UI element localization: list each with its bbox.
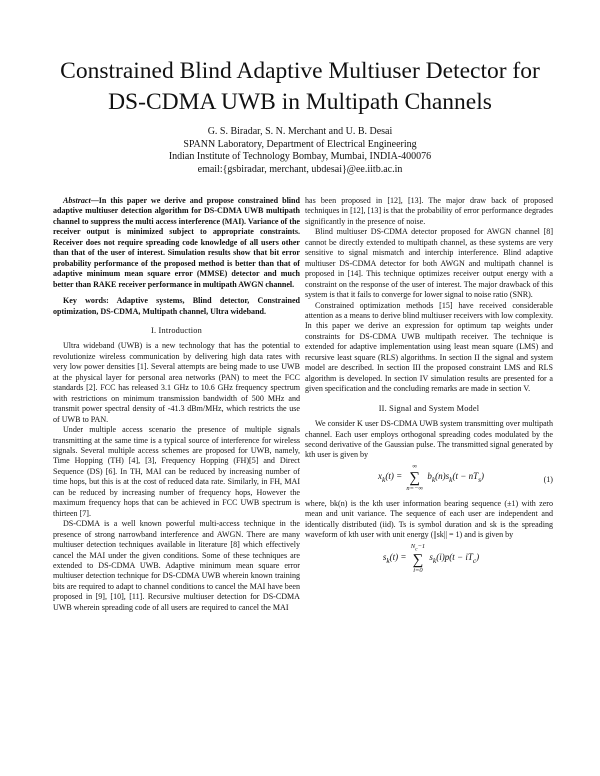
- section-heading-signal-model: II. Signal and System Model: [378, 403, 480, 413]
- keywords: Key words: Adaptive systems, Blind detector, Constrained optimization, DS-CDMA, Multipath channel, Ultra wideband.: [53, 296, 300, 316]
- intro-paragraph: Constrained optimization methods [15] have received considerable attention as a means to derive blind multiuser receivers with low complexity. In this paper we derive an expression for optimum tap weights under constraints for DS-CDMA UWB multipath receiver. The technique is extended for adaptive implementation using least mean square (LMS) and recursive least square (RLS) algorithms. In section II the signal and system model are described. In section III the proposed constraint LMS and RLS algorithm is developed. In section IV simulation results are presented for a given specification and the concluding remarks are made in section V.: [305, 300, 553, 394]
- equation-1-body: $x_k(t)$ = ∞ ∑ n=−∞ $b_k(n)s_k(t - nT_s)$: [377, 462, 484, 492]
- section-heading-introduction: I. Introduction: [151, 325, 202, 335]
- section2-paragraph: We consider K user DS-CDMA UWB system transmitting over multipath channel. Each user employs orthogonal spreading codes modulated by the second derivative of the Gaussian pulse. The transmitted signal generated by kth user is given by: [305, 419, 553, 460]
- author-lab: SPANN Laboratory, Department of Electrical Engineering: [183, 138, 417, 150]
- abstract-text: —In this paper we derive and propose constrained blind adaptive multiuser detection algorithm for DS-CDMA UWB multipath channel to suppress the multi access interference (MAI). Variance of the receiver output is minimized subject to appropriate constraints. Receiver does not require spreading code knowledge of all users other than that of the user of interest. Simulation results show that bit error probability performance of the proposed method is better than that of adaptive minimum mean square error (MMSE) detector and much better than RAKE receiver performance in multipath AWGN channel.: [53, 196, 300, 289]
- summation-symbol: ∞ ∑ n=−∞: [406, 462, 424, 492]
- equation-1-number: (1): [543, 474, 553, 484]
- intro-paragraph: Ultra wideband (UWB) is a new technology that has the potential to revolutionize wireless communication by delivering high data rates with very low power densities [1]. Several attempts are being made to use UWB at the physical layer for personal area networks (PAN) to meet the FCC standards [2]. FCC has released 3.1 GHz to 10.6 GHz frequency spectrum with restrictions on minimum transmission bandwidth of 500 MHz and transmit power spectral density of -41.3 dBm/MHz, which restricts the use of UWB to PAN.: [53, 341, 300, 424]
- intro-paragraph: Under multiple access scenario the presence of multiple signals transmitting at the same time is a typical source of interference for wireless signals. Several multiple access schemes are proposed for UWB, namely, Time Hopping (TH) [4], [3], Frequency Hopping (FH)[5] and Direct Sequence (DS) [6]. In TH, MAI can be reduced by increasing number of time hops, but this is at the cost of reduced data rate. Similarly, in FH, MAI can be reduced by increasing number of frequency hops, However the maximum frequency hops that can be achieved in FCC UWB spectrum is thirteen [7].: [53, 425, 300, 518]
- author-institute: Indian Institute of Technology Bombay, Mumbai, INDIA-400076: [168, 151, 432, 163]
- author-block: [60, 126, 540, 176]
- section2-paragraph: where, bk(n) is the kth user information bearing sequence (±1) with zero mean and unit variance. The sequence of each user are independent and identically distributed (iid). Ts is symbol duration and sk is the spreading waveform of kth user with unit energy (||sk|| = 1) and is given by: [305, 498, 553, 540]
- intro-paragraph-continued: has been proposed in [12], [13]. The major draw back of proposed techniques in [12], [13] is that the probability of error performance degrades significantly in the presence of noise.: [305, 196, 553, 226]
- left-column: [53, 196, 300, 613]
- abstract-label: Abstract: [63, 196, 91, 205]
- title-line-2: DS-CDMA UWB in Multipath Channels: [108, 89, 492, 115]
- abstract: [53, 196, 300, 290]
- equation-2-body: $s_k(t)$ = $N_c-1$ ∑ i=0 $s_k(i)p(t - iT_c)$: [382, 542, 480, 574]
- title-line-1: Constrained Blind Adaptive Multiuser Detector for: [60, 58, 540, 84]
- equation-2: [305, 543, 553, 577]
- author-email: email:{gsbiradar, merchant, ubdesai}@ee.iitb.ac.in: [197, 163, 403, 175]
- paper-title: [40, 56, 560, 118]
- right-column: [305, 196, 553, 579]
- intro-paragraph: DS-CDMA is a well known powerful multi-access technique in the presence of strong narrowband interference and AWGN. There are many multiuser detection techniques available in literature [8] which effectively cancel the MAI under the given conditions. Some of these techniques are extended to DS-CDMA UWB. Adaptive minimum mean square error multiuser detection technique for DS-CDMA UWB wherein known training bits are required to adapt to channel conditions to cancel the MAI have been proposed in [9], [10], [11]. Recursive multiuser detection for DS-CDMA UWB wherein spreading code of all users are required to cancel the MAI: [53, 519, 300, 612]
- author-names: G. S. Biradar, S. N. Merchant and U. B. Desai: [207, 126, 393, 137]
- intro-paragraph: Blind multiuser DS-CDMA detector proposed for AWGN channel [8] cannot be directly extended to multipath channel, as these systems are very sensitive to signal mismatch and interchip interference. Blind adaptive multiuser DS-CDMA detector for both AWGN and multipath channel is proposed in [14]. This technique optimizes receiver output energy with a constraint on the response of the user of interest. The major drawback of this system is that it fails to converge for lower signal to noise ratio (SNR).: [305, 227, 553, 300]
- equation-1: [305, 463, 553, 497]
- summation-symbol: $N_c-1$ ∑ i=0: [410, 542, 426, 574]
